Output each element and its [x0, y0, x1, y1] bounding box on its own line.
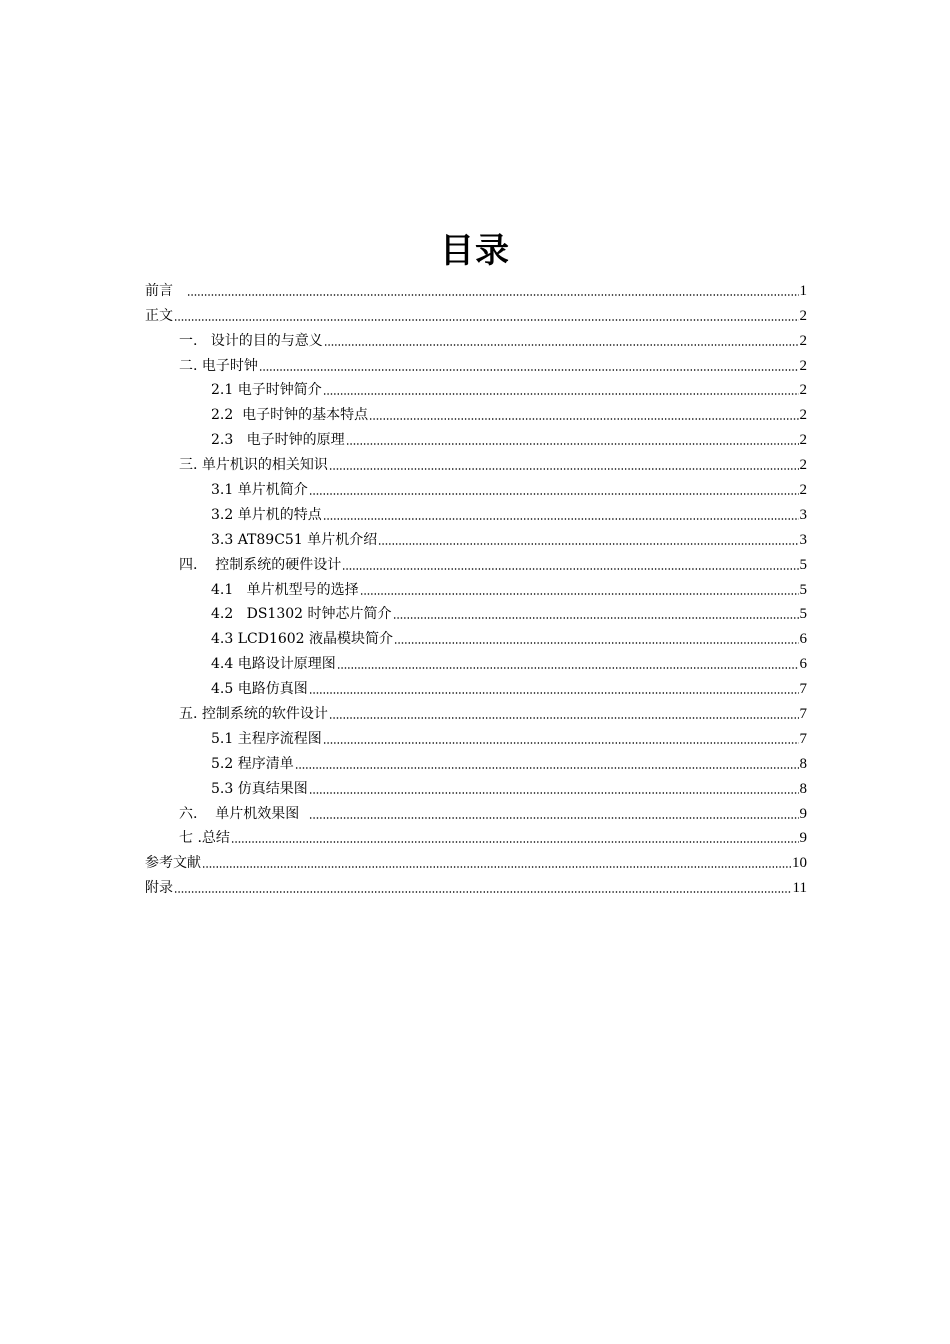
toc-entry-label: 六. 单片机效果图	[179, 805, 309, 822]
toc-entry[interactable]	[145, 399, 807, 424]
toc-dot-leader	[323, 742, 799, 744]
toc-entry[interactable]	[145, 275, 807, 300]
toc-entry[interactable]	[145, 350, 807, 375]
toc-dot-leader	[309, 493, 799, 495]
toc-dot-leader	[309, 692, 799, 694]
toc-entry-page-number: 2	[799, 482, 807, 499]
toc-entry-page-number: 9	[799, 805, 807, 822]
toc-entry[interactable]	[145, 375, 807, 400]
toc-entry-page-number: 7	[799, 706, 807, 723]
toc-dot-leader	[394, 642, 798, 644]
toc-entry-label: 前言	[145, 282, 187, 299]
toc-entry[interactable]	[145, 623, 807, 648]
toc-entry-label: 4.1 单片机型号的选择	[211, 581, 359, 598]
toc-entry-label: 5.1 主程序流程图	[211, 730, 322, 747]
toc-entry-label: 3.3 AT89C51 单片机介绍	[211, 531, 378, 548]
toc-dot-leader	[346, 443, 799, 445]
toc-dot-leader	[329, 468, 799, 470]
toc-entry-label: 3.1 单片机简介	[211, 482, 308, 499]
toc-entry-page-number: 1	[799, 282, 807, 299]
toc-entry-page-number: 2	[799, 357, 807, 374]
toc-dot-leader	[174, 891, 792, 893]
toc-entry-label: 四. 控制系统的硬件设计	[179, 556, 342, 573]
toc-entry-page-number: 10	[792, 855, 807, 872]
toc-entry-page-number: 5	[799, 606, 807, 623]
toc-entry-page-number: 2	[799, 307, 807, 324]
toc-entry[interactable]	[145, 872, 807, 897]
toc-entry-label: 一. 设计的目的与意义	[179, 332, 323, 349]
toc-dot-leader	[231, 841, 799, 843]
toc-entry[interactable]	[145, 325, 807, 350]
toc-dot-leader	[324, 344, 799, 346]
toc-entry-page-number: 6	[799, 656, 807, 673]
toc-entry[interactable]	[145, 574, 807, 599]
toc-entry-page-number: 6	[799, 631, 807, 648]
toc-entry-page-number: 8	[799, 755, 807, 772]
toc-entry-label: 参考文献	[145, 855, 201, 872]
toc-entry[interactable]	[145, 499, 807, 524]
toc-entry[interactable]	[145, 449, 807, 474]
toc-dot-leader	[323, 518, 799, 520]
toc-entry[interactable]	[145, 599, 807, 624]
toc-entry[interactable]	[145, 723, 807, 748]
toc-entry-page-number: 5	[799, 581, 807, 598]
toc-entry-page-number: 2	[799, 407, 807, 424]
toc-entry-page-number: 5	[799, 556, 807, 573]
toc-dot-leader	[342, 568, 798, 570]
toc-entry[interactable]	[145, 648, 807, 673]
toc-entry-label: 五. 控制系统的软件设计	[179, 706, 328, 723]
toc-entry-page-number: 3	[799, 506, 807, 523]
table-of-contents	[145, 275, 807, 897]
toc-dot-leader	[202, 866, 791, 868]
toc-entry-page-number: 7	[799, 681, 807, 698]
toc-entry-label: 5.3 仿真结果图	[211, 780, 308, 797]
toc-title: 目录	[440, 231, 510, 271]
toc-entry-label: 4.2 DS1302 时钟芯片简介	[211, 606, 392, 623]
toc-dot-leader	[259, 369, 799, 371]
toc-dot-leader	[174, 319, 799, 321]
toc-entry-label: 4.4 电路设计原理图	[211, 656, 336, 673]
toc-dot-leader	[187, 294, 798, 296]
toc-entry[interactable]	[145, 474, 807, 499]
toc-entry[interactable]	[145, 798, 807, 823]
toc-dot-leader	[323, 393, 799, 395]
toc-entry-page-number: 2	[799, 432, 807, 449]
toc-dot-leader	[369, 418, 798, 420]
toc-entry-label: 5.2 程序清单	[211, 755, 294, 772]
toc-entry-label: 三. 单片机识的相关知识	[179, 457, 328, 474]
toc-entry[interactable]	[145, 698, 807, 723]
toc-dot-leader	[309, 817, 798, 819]
toc-dot-leader	[393, 617, 799, 619]
toc-entry-label: 正文	[145, 307, 173, 324]
toc-entry-page-number: 2	[799, 382, 807, 399]
toc-dot-leader	[329, 717, 799, 719]
toc-dot-leader	[378, 543, 798, 545]
toc-entry-label: 4.3 LCD1602 液晶模块简介	[211, 631, 394, 648]
toc-entry-label: 二. 电子时钟	[179, 357, 258, 374]
toc-entry[interactable]	[145, 847, 807, 872]
toc-entry-label: 2.3 电子时钟的原理	[211, 432, 345, 449]
toc-entry-label: 2.2 电子时钟的基本特点	[211, 407, 369, 424]
toc-entry[interactable]	[145, 673, 807, 698]
toc-entry-page-number: 11	[792, 880, 807, 897]
toc-entry[interactable]	[145, 823, 807, 848]
toc-dot-leader	[309, 792, 799, 794]
toc-entry-page-number: 7	[799, 730, 807, 747]
toc-entry[interactable]	[145, 524, 807, 549]
toc-entry[interactable]	[145, 549, 807, 574]
toc-entry-label: 2.1 电子时钟简介	[211, 382, 322, 399]
toc-entry-label: 3.2 单片机的特点	[211, 506, 322, 523]
toc-entry[interactable]	[145, 773, 807, 798]
toc-entry[interactable]	[145, 300, 807, 325]
toc-entry-label: 4.5 电路仿真图	[211, 681, 308, 698]
toc-entry-page-number: 2	[799, 332, 807, 349]
toc-entry-page-number: 9	[799, 830, 807, 847]
toc-entry-page-number: 2	[799, 457, 807, 474]
toc-entry[interactable]	[145, 424, 807, 449]
toc-entry-label: 附录	[145, 880, 173, 897]
toc-entry-page-number: 8	[799, 780, 807, 797]
toc-dot-leader	[360, 593, 799, 595]
toc-entry-label: 七 .总结	[179, 830, 230, 847]
toc-dot-leader	[295, 767, 799, 769]
toc-entry-page-number: 3	[799, 531, 807, 548]
toc-dot-leader	[337, 667, 799, 669]
toc-entry[interactable]	[145, 748, 807, 773]
